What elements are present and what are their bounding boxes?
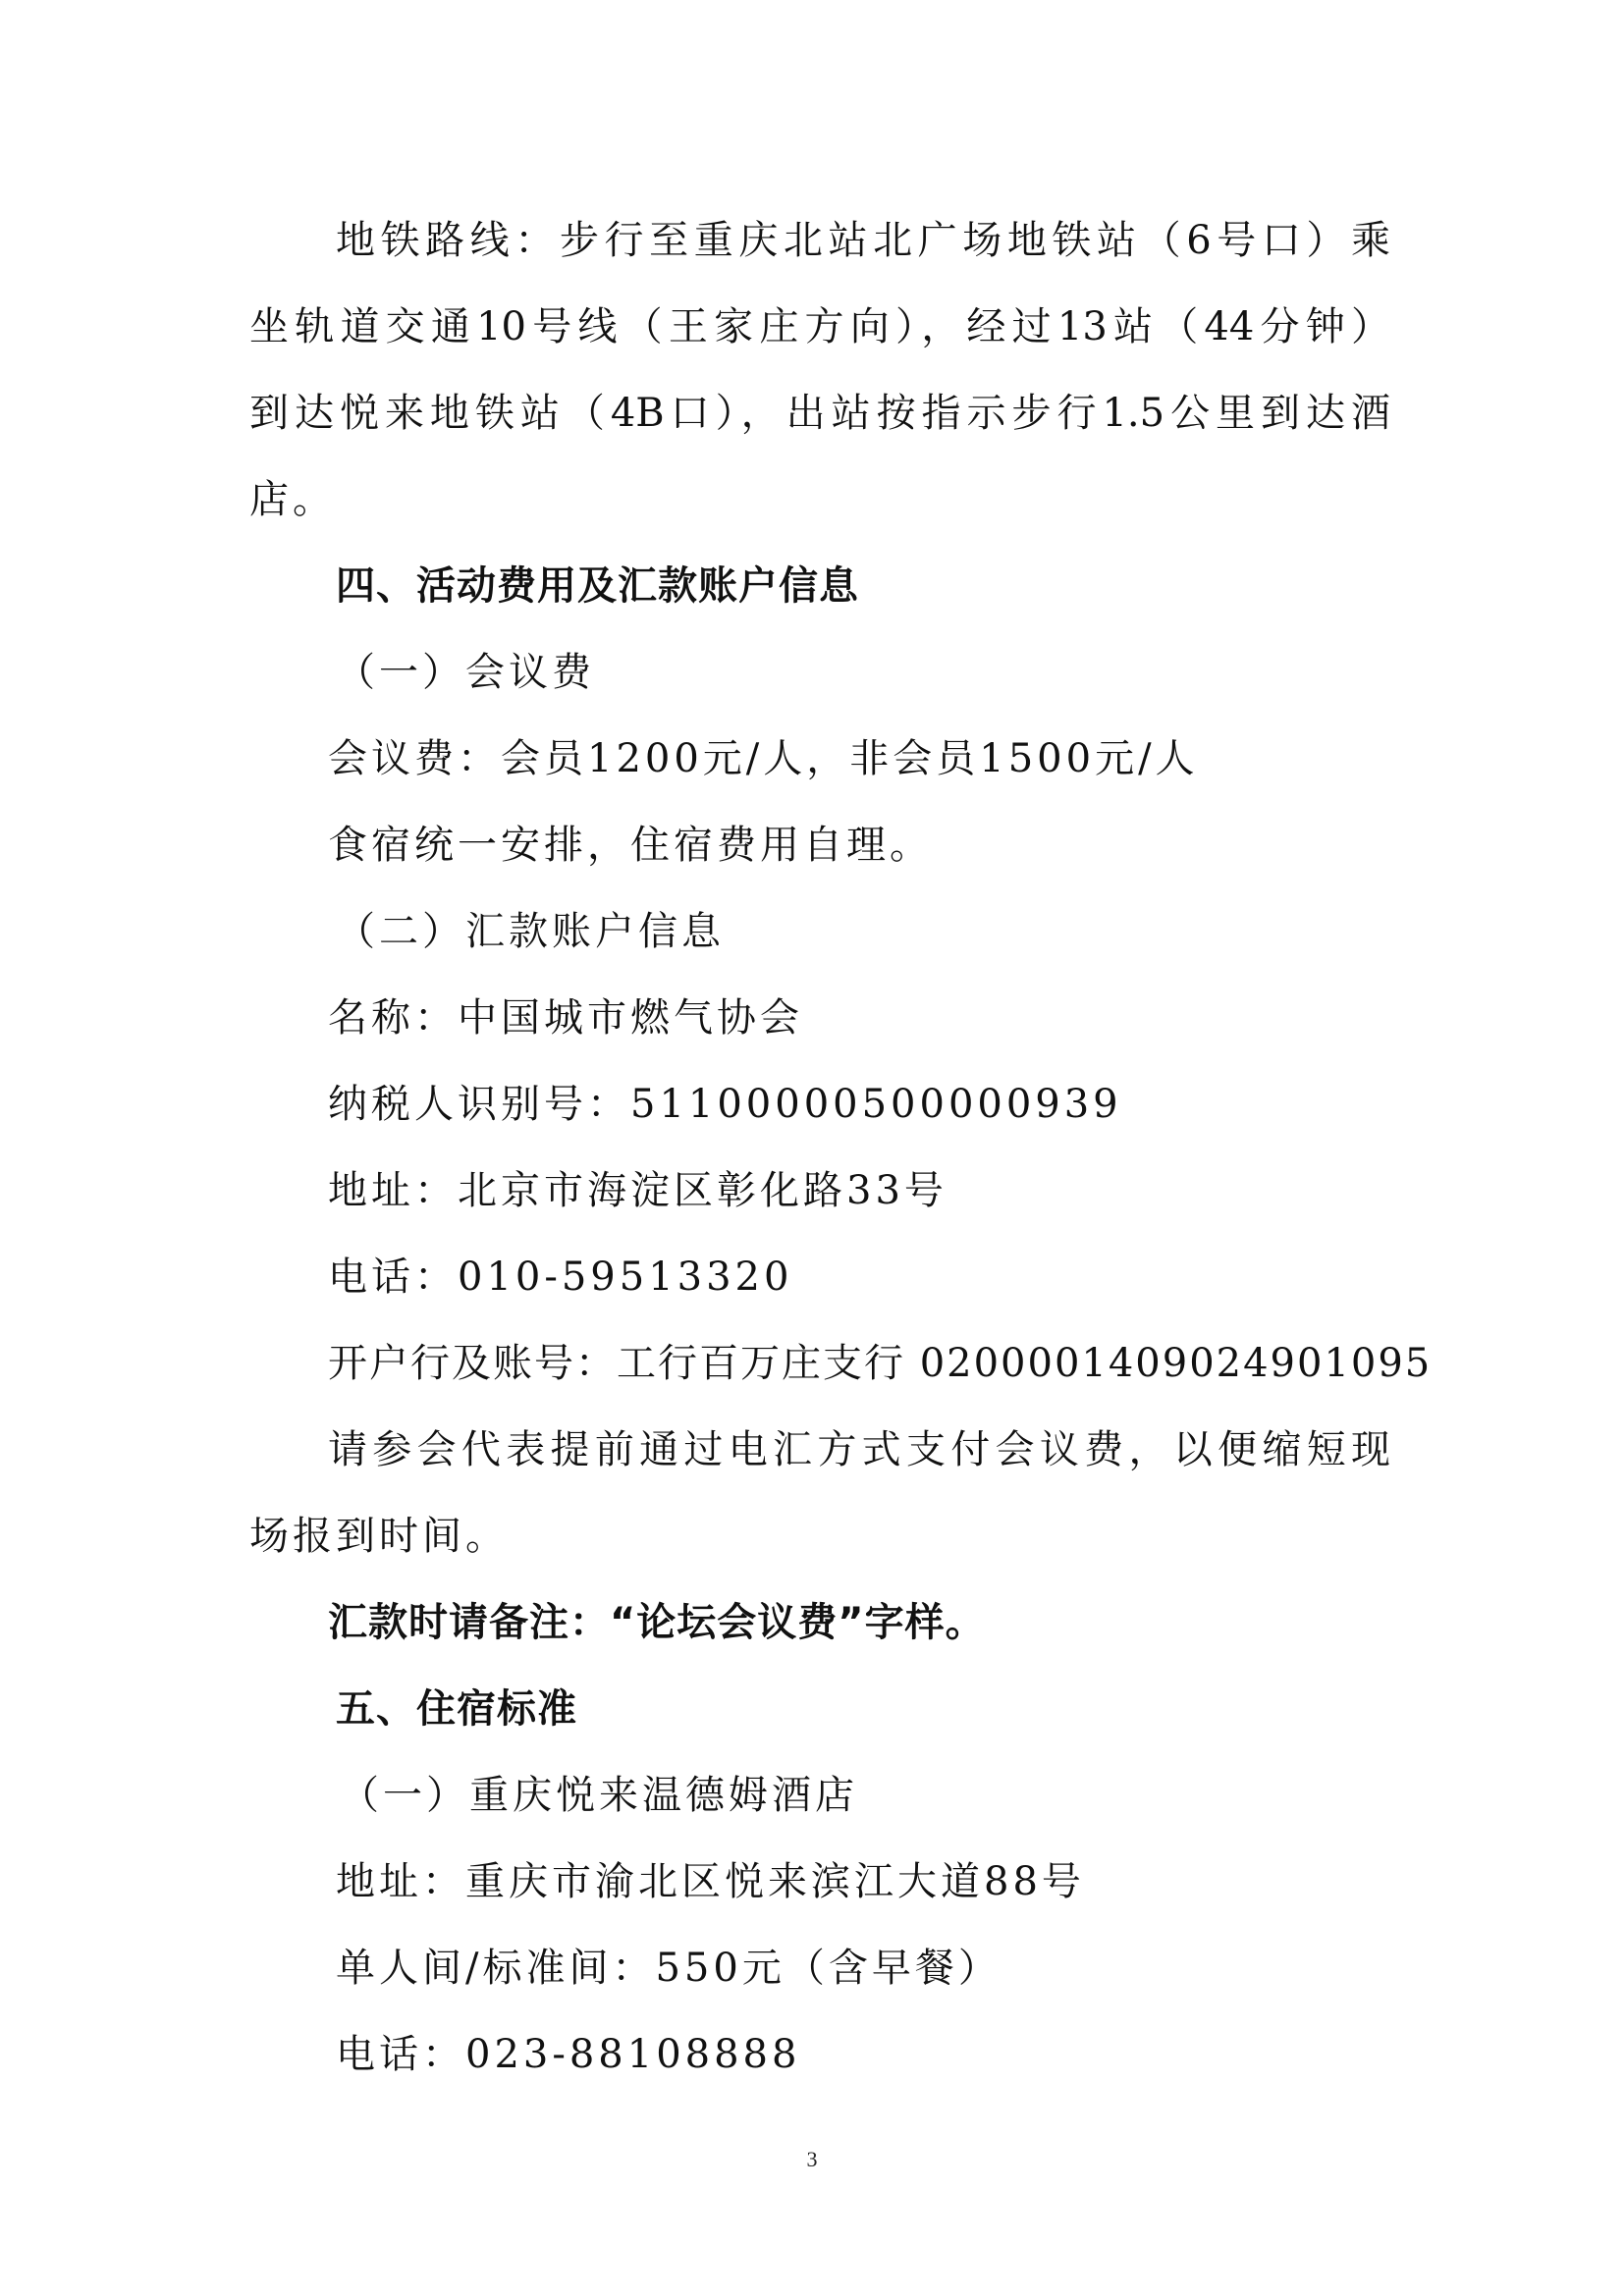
account-phone: 电话：010-59513320 [328, 1255, 793, 1300]
tax-id: 纳税人识别号：51100000500000939 [328, 1082, 1122, 1127]
bank-account: 开户行及账号：工行百万庄支行 0200001409024901095 [328, 1341, 1433, 1386]
hotel-subheading: （一）重庆悦来温德姆酒店 [340, 1773, 858, 1818]
metro-route-line-3: 到达悦来地铁站（4B口），出站按指示步行1.5公里到达酒 [249, 391, 1390, 436]
hotel-phone: 电话：023-88108888 [336, 2032, 801, 2077]
account-address: 地址：北京市海淀区彰化路33号 [328, 1168, 947, 1213]
remittance-remark: 汇款时请备注：“论坛会议费”字样。 [328, 1600, 986, 1645]
metro-route-line-4: 店。 [249, 477, 336, 522]
account-name: 名称：中国城市燃气协会 [328, 995, 803, 1041]
payment-note-line-1: 请参会代表提前通过电汇方式支付会议费，以便缩短现 [328, 1427, 1390, 1472]
meals-text: 食宿统一安排，住宿费用自理。 [328, 823, 933, 868]
hotel-address: 地址：重庆市渝北区悦来滨江大道88号 [336, 1859, 1085, 1904]
page-number: 3 [806, 2147, 818, 2171]
remittance-subheading: （二）汇款账户信息 [336, 909, 725, 954]
metro-route-line-2: 坐轨道交通10号线（王家庄方向），经过13站（44分钟） [249, 304, 1390, 349]
section-4-heading: 四、活动费用及汇款账户信息 [336, 563, 859, 609]
meeting-fee-subheading: （一）会议费 [336, 650, 595, 695]
payment-note-line-2: 场报到时间。 [249, 1514, 509, 1559]
hotel-room-price: 单人间/标准间：550元（含早餐） [336, 1946, 1001, 1991]
section-5-heading: 五、住宿标准 [336, 1686, 577, 1732]
metro-route-line-1: 地铁路线：步行至重庆北站北广场地铁站（6号口）乘 [336, 218, 1390, 263]
meeting-fee-text: 会议费：会员1200元/人，非会员1500元/人 [328, 736, 1199, 781]
